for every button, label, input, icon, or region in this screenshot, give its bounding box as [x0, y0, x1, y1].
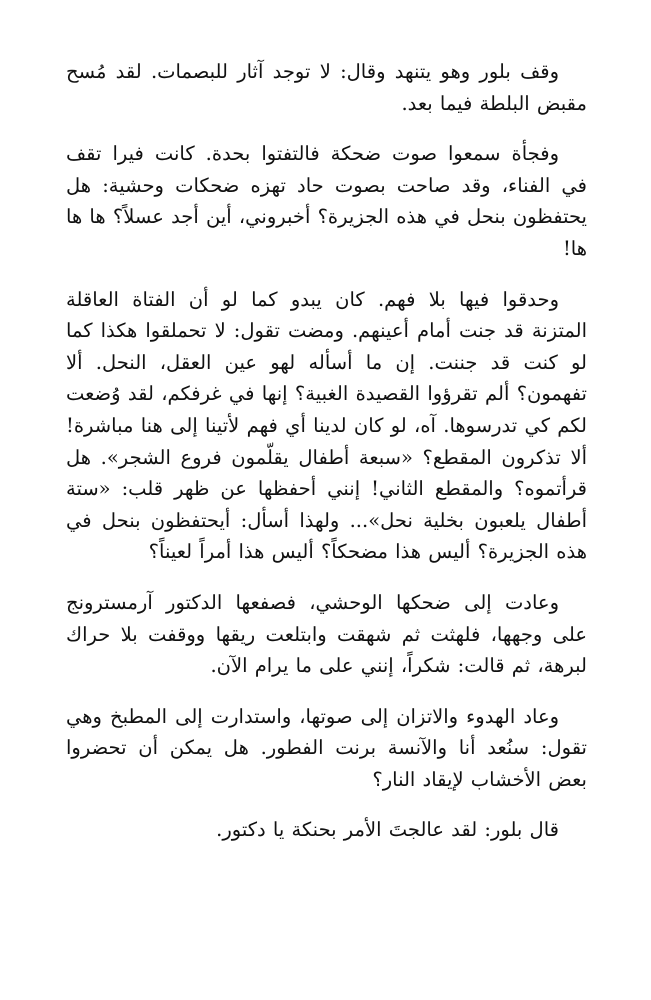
paragraph-4: وعادت إلى ضحكها الوحشي، فصفعها الدكتور آرمسترونج على وجهها، فلهثت ثم شهقت وابتلعت ريقها ووقفت بلا حراك لبرهة، ثم قالت: شكراً، إنني على ما يرام الآن.: [66, 590, 587, 678]
paragraph-3: وحدقوا فيها بلا فهم. كان يبدو كما لو أن الفتاة العاقلة المتزنة قد جنت أمام أعينهم. ومضت تقول: لا تحملقوا هكذا كما لو كنت قد جننت. إن ما أسأله لهو عين العقل، النحل. ألا تفهمون؟ ألم تقرؤوا القصيدة الغبية؟ إنها في غرفكم، لقد وُضعت لكم كي تدرسوها. آه، لو كان لدينا أي فهم لأتينا إلى هنا مباشرة! ألا تذكرون المقطع؟ «سبعة أطفال يقلّمون فروع الشجر». هل قرأتموه؟ والمقطع الثاني! إنني أحفظها عن ظهر قلب: «ستة أطفال يلعبون بخلية نحل»... ولهذا أسأل: أيحتفظون بنحل في هذه الجزيرة؟ أليس هذا مضحكاً؟ أليس هذا أمراً لعيناً؟: [66, 287, 587, 564]
paragraph-2: وفجأة سمعوا صوت ضحكة فالتفتوا بحدة. كانت فيرا تقف في الفناء، وقد صاحت بصوت حاد تهزه ضحكات وحشية: هل يحتفظون بنحل في هذه الجزيرة؟ أخبروني، أين أجد عسلاً؟ ها ها ها!: [66, 142, 587, 260]
paragraph-1: وقف بلور وهو يتنهد وقال: لا توجد آثار للبصمات. لقد مُسح مقبض البلطة فيما بعد.: [66, 60, 587, 115]
paragraph-6: قال بلور: لقد عالجتَ الأمر بحنكة يا دكتور.: [216, 818, 559, 842]
book-page: [66, 56, 587, 846]
paragraph-5: وعاد الهدوء والاتزان إلى صوتها، واستدارت إلى المطبخ وهي تقول: سنُعد أنا والآنسة برنت الفطور. هل يمكن أن تحضروا بعض الأخشاب لإيقاد النار؟: [66, 704, 587, 791]
